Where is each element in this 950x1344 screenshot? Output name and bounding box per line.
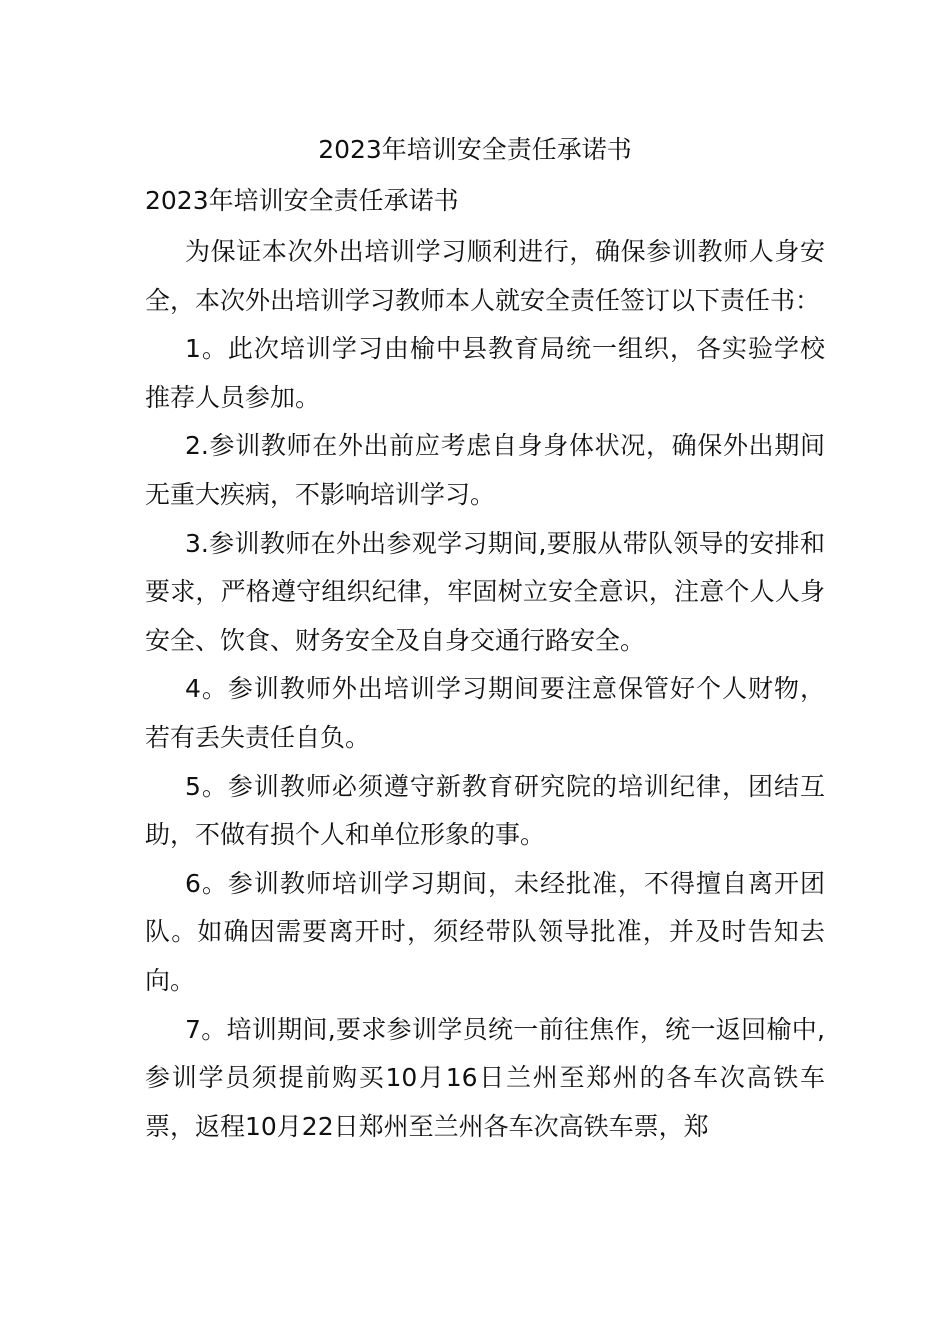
clause-6: 6。参训教师培训学习期间，未经批准，不得擅自离开团队。如确因需要离开时，须经带队领导批准，并及时告知去向。 bbox=[145, 868, 825, 995]
intro-paragraph: 为保证本次外出培训学习顺利进行，确保参训教师人身安全，本次外出培训学习教师本人就安全责任签订以下责任书： bbox=[145, 237, 825, 315]
document-subtitle: 2023年培训安全责任承诺书 bbox=[145, 186, 459, 215]
clause-2: 2.参训教师在外出前应考虑自身身体状况，确保外出期间无重大疾病，不影响培训学习。 bbox=[145, 431, 825, 509]
document-body bbox=[145, 228, 825, 1151]
document-title: 2023年培训安全责任承诺书 bbox=[318, 135, 632, 164]
clause-4: 4。参训教师外出培训学习期间要注意保管好个人财物，若有丢失责任自负。 bbox=[145, 674, 825, 752]
clause-7: 7。培训期间,要求参训学员统一前往焦作，统一返回榆中,参训学员须提前购买10月16日兰州至郑州的各车次高铁车票，返程10月22日郑州至兰州各车次高铁车票，郑 bbox=[145, 1014, 825, 1141]
clause-3: 3.参训教师在外出参观学习期间,要服从带队领导的安排和要求，严格遵守组织纪律，牢固树立安全意识，注意个人人身安全、饮食、财务安全及自身交通行路安全。 bbox=[145, 528, 825, 655]
clause-1: 1。此次培训学习由榆中县教育局统一组织，各实验学校推荐人员参加。 bbox=[145, 334, 825, 412]
clause-5: 5。参训教师必须遵守新教育研究院的培训纪律，团结互助，不做有损个人和单位形象的事。 bbox=[145, 771, 825, 850]
